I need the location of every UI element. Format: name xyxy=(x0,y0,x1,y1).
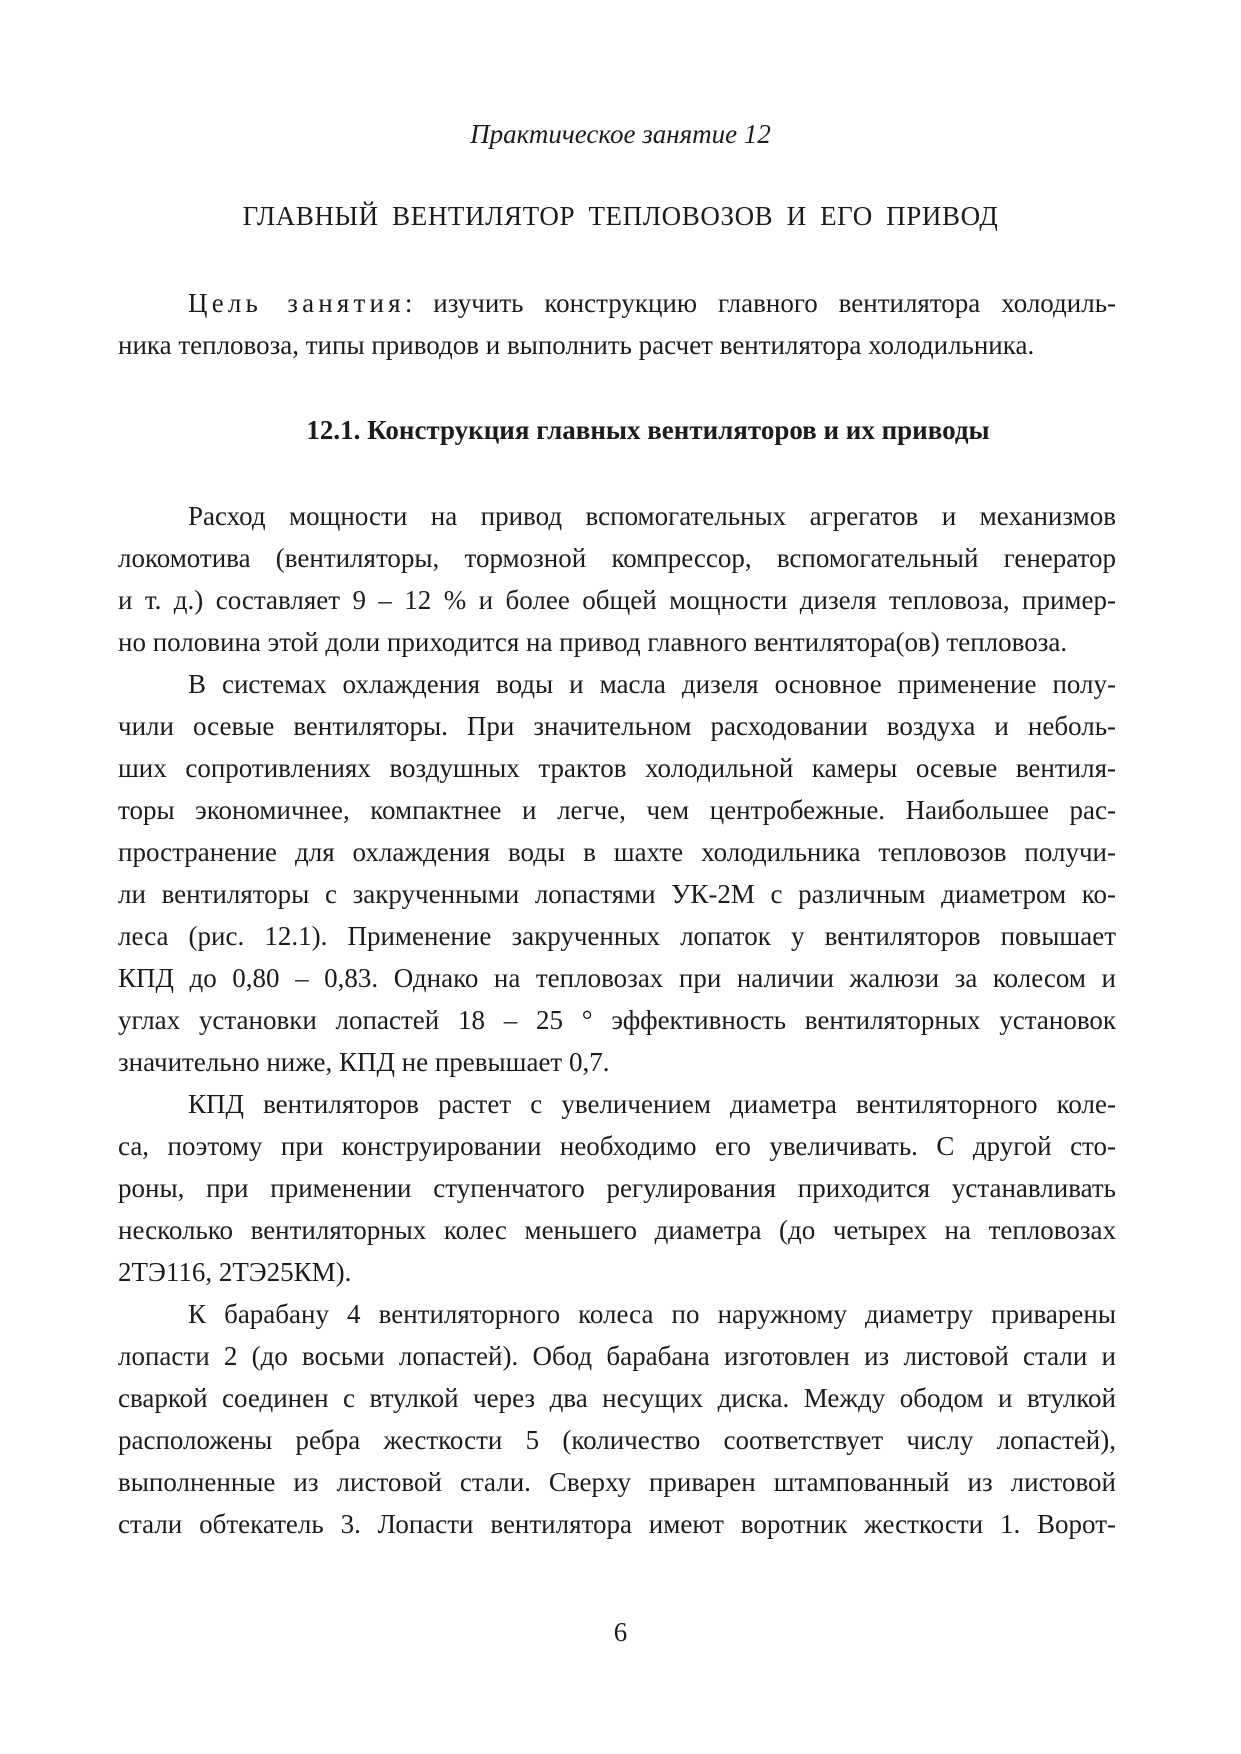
paragraph xyxy=(118,663,1116,1083)
text-line: ли вентиляторы с закрученными лопастями УК-2М с различным диаметром ко- xyxy=(118,879,1116,909)
page-title: ГЛАВНЫЙ ВЕНТИЛЯТОР ТЕПЛОВОЗОВ И ЕГО ПРИВОД xyxy=(242,201,999,231)
text-line: Расход мощности на привод вспомогательных агрегатов и механизмов xyxy=(188,501,1116,531)
lesson-label: Практическое занятие 12 xyxy=(470,119,771,149)
text-line: роны, при применении ступенчатого регулирования приходится устанавливать xyxy=(118,1173,1116,1203)
page-number: 6 xyxy=(613,1617,628,1647)
paragraph xyxy=(118,1083,1116,1293)
text-line: КПД до 0,80 – 0,83. Однако на тепловозах при наличии жалюзи за колесом и xyxy=(118,963,1116,993)
text-line: торы экономичнее, компактнее и легче, чем центробежные. Наибольшее рас- xyxy=(118,795,1116,825)
text-line: КПД вентиляторов растет с увеличением диаметра вентиляторного коле- xyxy=(188,1089,1116,1119)
goal-text-1: : изучить конструкцию главного вентилятора холодиль- xyxy=(404,288,1116,318)
goal-label: Цель занятия xyxy=(188,288,405,318)
text-line: несколько вентиляторных колес меньшего диаметра (до четырех на тепловозах xyxy=(118,1215,1116,1245)
text-line: стали обтекатель 3. Лопасти вентилятора имеют воротник жесткости 1. Ворот- xyxy=(118,1509,1116,1539)
text-line: леса (рис. 12.1). Применение закрученных лопаток у вентиляторов повышает xyxy=(118,921,1116,951)
text-line: локомотива (вентиляторы, тормозной компрессор, вспомогательный генератор xyxy=(118,543,1116,573)
goal-line-2: ника тепловоза, типы приводов и выполнить расчет вентилятора холодильника. xyxy=(118,330,1035,360)
text-line: и т. д.) составляет 9 – 12 % и более общей мощности дизеля тепловоза, пример- xyxy=(118,585,1116,615)
text-line: лопасти 2 (до восьми лопастей). Обод барабана изготовлен из листовой стали и xyxy=(118,1341,1116,1371)
text-line: пространение для охлаждения воды в шахте холодильника тепловозов получи- xyxy=(118,837,1116,867)
text-line: са, поэтому при конструировании необходимо его увеличивать. С другой сто- xyxy=(118,1131,1116,1161)
text-line: выполненные из листовой стали. Сверху приварен штампованный из листовой xyxy=(118,1467,1116,1497)
body-text xyxy=(118,495,1116,1545)
text-line: ших сопротивлениях воздушных трактов холодильной камеры осевые вентиля- xyxy=(118,753,1116,783)
text-line: К барабану 4 вентиляторного колеса по наружному диаметру приварены xyxy=(188,1299,1116,1329)
text-line: значительно ниже, КПД не превышает 0,7. xyxy=(118,1047,610,1077)
text-line: но половина этой доли приходится на привод главного вентилятора(ов) тепловоза. xyxy=(118,627,1068,657)
goal-line-1 xyxy=(118,282,1116,324)
paragraph xyxy=(118,1293,1116,1545)
lesson-goal xyxy=(118,282,1116,366)
text-line: 2ТЭ116, 2ТЭ25КМ). xyxy=(118,1257,352,1287)
paragraph xyxy=(118,495,1116,663)
text-line: расположены ребра жесткости 5 (количество соответствует числу лопастей), xyxy=(118,1425,1116,1455)
text-line: чили осевые вентиляторы. При значительном расходовании воздуха и неболь- xyxy=(118,711,1116,741)
text-line: В системах охлаждения воды и масла дизеля основное применение полу- xyxy=(188,669,1116,699)
text-line: сваркой соединен с втулкой через два несущих диска. Между ободом и втулкой xyxy=(118,1383,1116,1413)
text-line: углах установки лопастей 18 – 25 ° эффективность вентиляторных установок xyxy=(118,1005,1116,1035)
section-title: 12.1. Конструкция главных вентиляторов и их приводы xyxy=(306,415,990,445)
